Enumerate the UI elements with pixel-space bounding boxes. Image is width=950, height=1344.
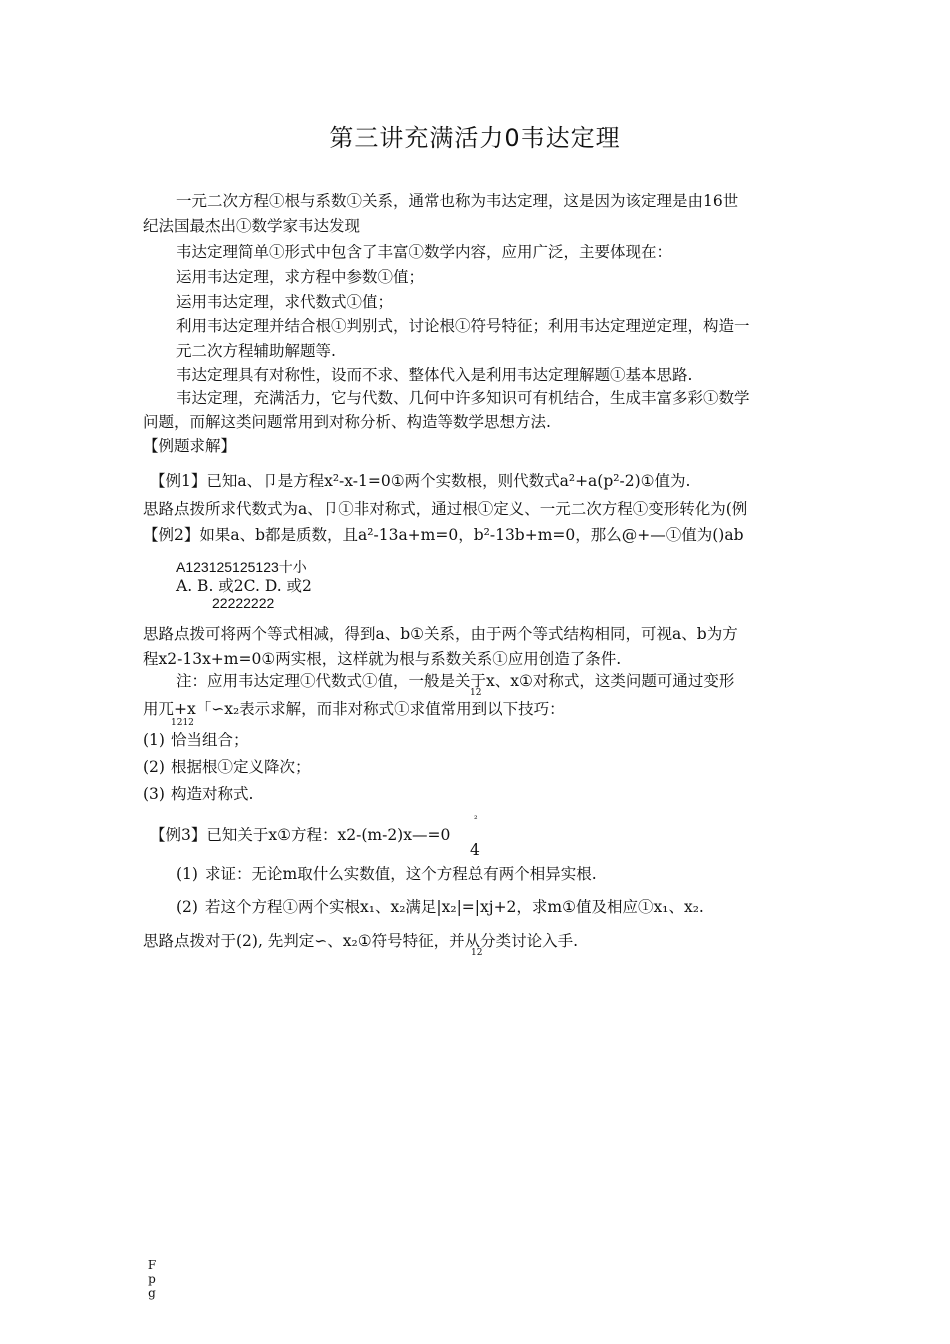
- footer-vertical-text: [147, 1258, 157, 1300]
- intro-list-item-2: 运用韦达定理，求代数式①值；: [176, 293, 394, 311]
- example-2-options-row-2: A. B. 或2C. D. 或2: [176, 577, 312, 595]
- example-3-question-2: 若这个方程①两个实根x₁、x₂满足|x₂|=|xj+2，求m①值及相应①x₁、x₂.: [205, 898, 704, 916]
- footer-letter: g: [148, 1286, 156, 1300]
- example-2-options-row-3: 22222222: [212, 595, 275, 611]
- tip-2-number: (2): [143, 758, 165, 776]
- intro-paragraph-2: 韦达定理简单①形式中包含了丰富①数学内容，应用广泛，主要体现在：: [176, 243, 673, 261]
- intro-paragraph-1-line-1: 一元二次方程①根与系数①关系，通常也称为韦达定理，这是因为该定理是由16世: [176, 192, 739, 210]
- example-3-fraction-bottom: 4: [470, 841, 480, 859]
- page-title: 第三讲充满活力0韦达定理: [329, 124, 621, 152]
- example-1-statement: 【例1】已知a、卩是方程x²-x-1=0①两个实数根，则代数式a²+a(p²-2)①值为.: [150, 472, 691, 490]
- intro-paragraph-1-line-2: 纪法国最杰出①数学家韦达发现: [143, 217, 361, 235]
- footer-letter: p: [148, 1272, 156, 1286]
- intro-paragraph-3: 韦达定理具有对称性，设而不求、整体代入是利用韦达定理解题①基本思路.: [176, 366, 693, 384]
- example-3-hint-subscript: 12: [471, 948, 483, 958]
- example-2-options-row-1: A123125125123十小: [176, 559, 307, 575]
- example-3-hint: 思路点拨对于(2), 先判定∽、x₂①符号特征，并从分类讨论入手.: [143, 932, 579, 950]
- intro-paragraph-4-line-2: 问题，而解这类问题常用到对称分析、构造等数学思想方法.: [143, 413, 551, 431]
- tip-2-text: 根据根①定义降次；: [171, 758, 311, 776]
- tip-1-number: (1): [143, 731, 165, 749]
- intro-list-item-3-line-1: 利用韦达定理并结合根①判别式，讨论根①符号特征；利用韦达定理逆定理，构造一: [176, 317, 750, 335]
- tip-3-number: (3): [143, 785, 165, 803]
- intro-paragraph-4-line-1: 韦达定理，充满活力，它与代数、几何中许多知识可有机结合，生成丰富多彩①数学: [176, 389, 750, 407]
- intro-list-item-1: 运用韦达定理，求方程中参数①值；: [176, 268, 425, 286]
- example-3-fraction-top: ²: [474, 815, 478, 825]
- tip-3-text: 构造对称式.: [171, 785, 254, 803]
- example-2-statement: 【例2】如果a、b都是质数，且a²-13a+m=0，b²-13b+m=0，那么@+—①值为()ab: [143, 526, 744, 544]
- example-2-hint-line-2: 程x2-13x+m=0①两实根，这样就为根与系数关系①应用创造了条件.: [143, 650, 622, 668]
- tip-1-text: 恰当组合；: [171, 731, 249, 749]
- section-heading: 【例题求解】: [143, 437, 237, 455]
- example-3-question-2-number: (2): [176, 898, 198, 916]
- example-3-statement: 【例3】已知关于x①方程：x2-(m-2)x—=0: [150, 826, 451, 844]
- intro-list-item-3-line-2: 元二次方程辅助解题等.: [176, 342, 336, 360]
- example-3-question-1-number: (1): [176, 865, 198, 883]
- footer-letter: F: [147, 1258, 157, 1272]
- example-2-hint-line-1: 思路点拨可将两个等式相减，得到a、b①关系，由于两个等式结构相同，可视a、b为方: [143, 625, 738, 643]
- example-2-note-line-2: 用兀+x「∽x₂表示求解，而非对称式①求值常用到以下技巧：: [143, 700, 565, 718]
- example-3-question-1: 求证：无论m取什么实数值，这个方程总有两个相异实根.: [205, 865, 597, 883]
- example-2-note-line-1: 注：应用韦达定理①代数式①值，一般是关于x、x①对称式，这类问题可通过变形: [176, 672, 735, 690]
- example-1-hint: 思路点拨所求代数式为a、卩①非对称式，通过根①定义、一元二次方程①变形转化为(例: [143, 500, 748, 518]
- example-2-note-subscript-1: 12: [470, 688, 482, 698]
- example-2-note-subscript-2: 1212: [171, 718, 194, 728]
